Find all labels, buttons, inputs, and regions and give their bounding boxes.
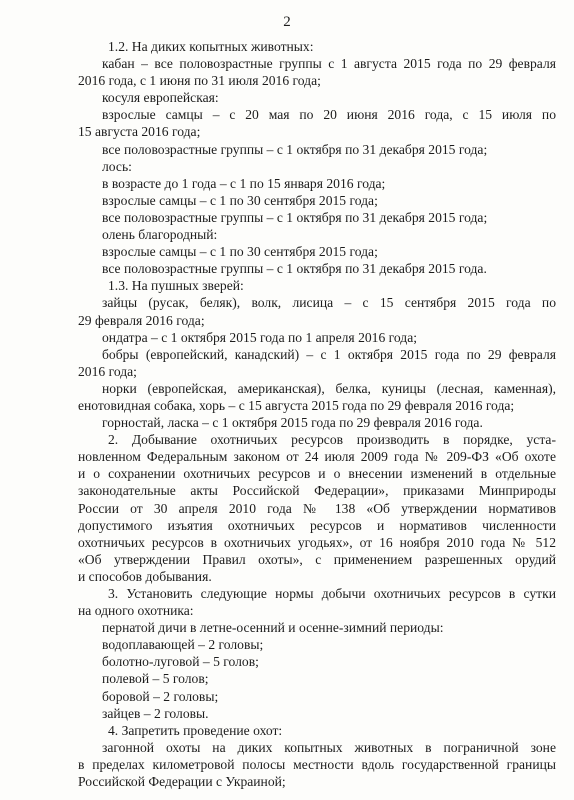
- page-number: 2: [283, 14, 291, 30]
- text-line: водоплавающей – 2 головы;: [102, 637, 264, 653]
- text-line: все половозрастные группы – с 1 октября по 31 декабря 2015 года.: [102, 261, 487, 277]
- text-line: новленном Федеральным законом от 24 июля 2009 года № 209-ФЗ «Об охоте: [78, 449, 556, 465]
- text-line: взрослые самцы – с 1 по 30 сентября 2015 года;: [102, 244, 378, 260]
- text-line: пернатой дичи в летне-осенний и осенне-зимний периоды:: [102, 620, 444, 636]
- text-line: 1.2. На диких копытных животных:: [108, 39, 314, 54]
- text-line: Российской Федерации с Украиной;: [78, 774, 286, 790]
- text-line: норки (европейская, американская), белка, куницы (лесная, каменная),: [102, 380, 556, 396]
- text-line: загонной охоты на диких копытных животных в пограничной зоне: [102, 739, 556, 755]
- text-line: в пределах километровой полосы местности вдоль государственной границы: [78, 756, 556, 772]
- text-line: законодательные акты Российской Федерации», приказами Минприроды: [78, 483, 556, 499]
- text-line: в возрасте до 1 года – с 1 по 15 января 2016 года;: [102, 175, 386, 191]
- text-line: ондатра – с 1 октября 2015 года по 1 апреля 2016 года;: [102, 329, 418, 345]
- text-line: 29 февраля 2016 года;: [78, 312, 205, 328]
- text-line: боровой – 2 головы;: [102, 688, 219, 704]
- text-line: горностай, ласка – с 1 октября 2015 года по 29 февраля 2016 года.: [102, 415, 483, 431]
- text-line: на одного охотника:: [78, 603, 194, 619]
- text-line: взрослые самцы – с 20 мая по 20 июня 2016 года, с 15 июля по: [102, 107, 556, 123]
- text-line: все половозрастные группы – с 1 октября по 31 декабря 2015 года;: [102, 141, 488, 157]
- text-line: 1.3. На пушных зверей:: [108, 278, 244, 294]
- text-line: зайцы (русак, беляк), волк, лисица – с 15 сентября 2015 года по: [102, 295, 556, 311]
- text-line: бобры (европейский, канадский) – с 1 октября 2015 года по 29 февраля: [102, 346, 556, 362]
- text-line: 3. Установить следующие нормы добычи охотничьих ресурсов в сутки: [108, 586, 556, 601]
- text-line: России от 30 апреля 2010 года № 138 «Об утверждении нормативов: [78, 500, 556, 516]
- text-line: 2016 года, с 1 июня по 31 июля 2016 года;: [78, 73, 321, 89]
- text-line: 4. Запретить проведение охот:: [108, 722, 283, 738]
- text-line: 15 августа 2016 года;: [78, 124, 201, 140]
- text-line: зайцев – 2 головы.: [102, 705, 209, 721]
- text-line: 2016 года;: [78, 363, 137, 379]
- text-line: кабан – все половозрастные группы с 1 августа 2015 года по 29 февраля: [102, 56, 556, 72]
- text-line: 2. Добывание охотничьих ресурсов производить в порядке, уста-: [108, 432, 556, 448]
- text-line: лось:: [102, 158, 132, 174]
- text-line: «Об утверждении Правил охоты», с применением разрешенных орудий: [78, 551, 556, 567]
- text-line: полевой – 5 голов;: [102, 671, 209, 687]
- text-line: болотно-луговой – 5 голов;: [102, 654, 259, 670]
- text-line: енотовидная собака, хорь – с 15 августа 2015 года по 29 февраля 2016 года;: [78, 397, 515, 413]
- text-line: взрослые самцы – с 1 по 30 сентября 2015 года;: [102, 192, 378, 208]
- text-line: все половозрастные группы – с 1 октября по 31 декабря 2015 года;: [102, 209, 488, 225]
- text-line: охотничьих ресурсов в охотничьих угодьях», от 16 ноября 2010 года № 512: [78, 534, 556, 550]
- document-body: [78, 38, 556, 790]
- text-line: олень благородный:: [102, 227, 218, 243]
- text-line: и способов добывания.: [78, 568, 212, 584]
- text-line: косуля европейская:: [102, 90, 219, 106]
- text-line: и о сохранении охотничьих ресурсов и о внесении изменений в отдельные: [78, 466, 556, 482]
- text-line: допустимого изъятия охотничьих ресурсов и нормативов численности: [78, 517, 556, 533]
